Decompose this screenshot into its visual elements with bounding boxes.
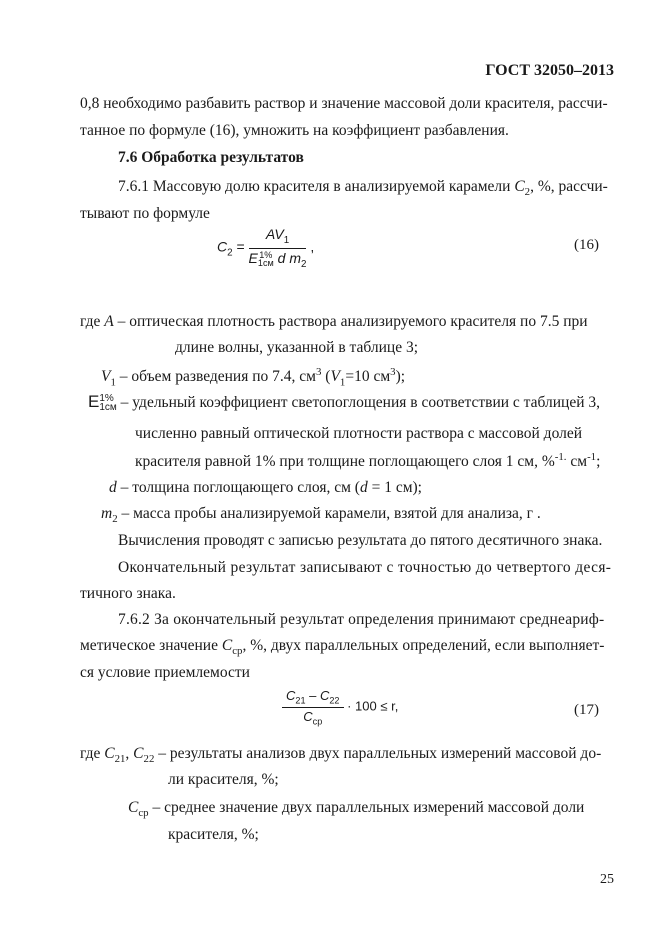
formula-16: $C_2$ = $AV_1$ E 1% 1см d $m_2$ ,: [217, 226, 315, 270]
definition-line: красителя равной 1% при толщине поглощающего слоя 1 см, %$^{-1.}$ $см^{-1}$;: [135, 451, 601, 471]
definition-line: где $C_{21}$, $C_{22}$ – результаты анализов двух параллельных измерений массовой до-: [80, 745, 602, 766]
paragraph-line: тичного знака.: [80, 585, 176, 602]
paragraph-line: Вычисления проводят с записью результата до пятого десятичного знака.: [118, 532, 603, 549]
standard-code: ГОСТ 32050–2013: [485, 62, 614, 79]
paragraph-line: Окончательный результат записывают с точностью до четвертого деся-: [118, 559, 612, 576]
paragraph-line: ся условие приемлемости: [80, 664, 250, 681]
section-title: 7.6 Обработка результатов: [118, 149, 304, 166]
paragraph-line: танное по формуле (16), умножить на коэффициент разбавления.: [80, 122, 509, 139]
paragraph-line: 7.6.1 Массовую долю красителя в анализируемой карамели $C_2$, %, рассчи-: [118, 178, 608, 199]
paragraph-line: тывают по формуле: [80, 205, 210, 222]
formula-number: (17): [574, 702, 599, 718]
definition-line: ли красителя, %;: [168, 771, 279, 788]
definition-line: где A – оптическая плотность раствора анализируемого красителя по 7.5 при: [80, 313, 588, 330]
definition-line: d – толщина поглощающего слоя, см (d = 1 см);: [109, 479, 422, 496]
definition-line: численно равный оптической плотности раствора с массовой долей: [135, 425, 583, 442]
page-number: 25: [600, 872, 614, 887]
formula-number: (16): [574, 237, 599, 253]
definition-line: E 1% 1см – удельный коэффициент светопоглощения в соответствии с таблицей 3,: [88, 392, 601, 414]
definition-line: $V_1$ – объем разведения по 7.4, $см^3$ ($V_1=10$ $см^3$);: [101, 366, 406, 389]
paragraph-line: метическое значение $C_{ср}$, %, двух параллельных определений, если выполняет-: [80, 637, 605, 658]
definition-line: $m_2$ – масса пробы анализируемой карамели, взятой для анализа, г .: [101, 505, 541, 526]
definition-line: длине волны, указанной в таблице 3;: [175, 339, 419, 356]
paragraph-line: 0,8 необходимо разбавить раствор и значение массовой доли красителя, рассчи-: [80, 95, 608, 112]
definition-line: красителя, %;: [168, 826, 259, 843]
formula-17: $\frac{C_{21} - C_{22}}{C_{ср}}$ · 100 ≤ r,: [282, 688, 398, 726]
paragraph-line: 7.6.2 За окончательный результат определения принимают среднеариф-: [118, 611, 605, 628]
definition-line: $C_{ср}$ – среднее значение двух параллельных измерений массовой доли: [128, 799, 585, 820]
